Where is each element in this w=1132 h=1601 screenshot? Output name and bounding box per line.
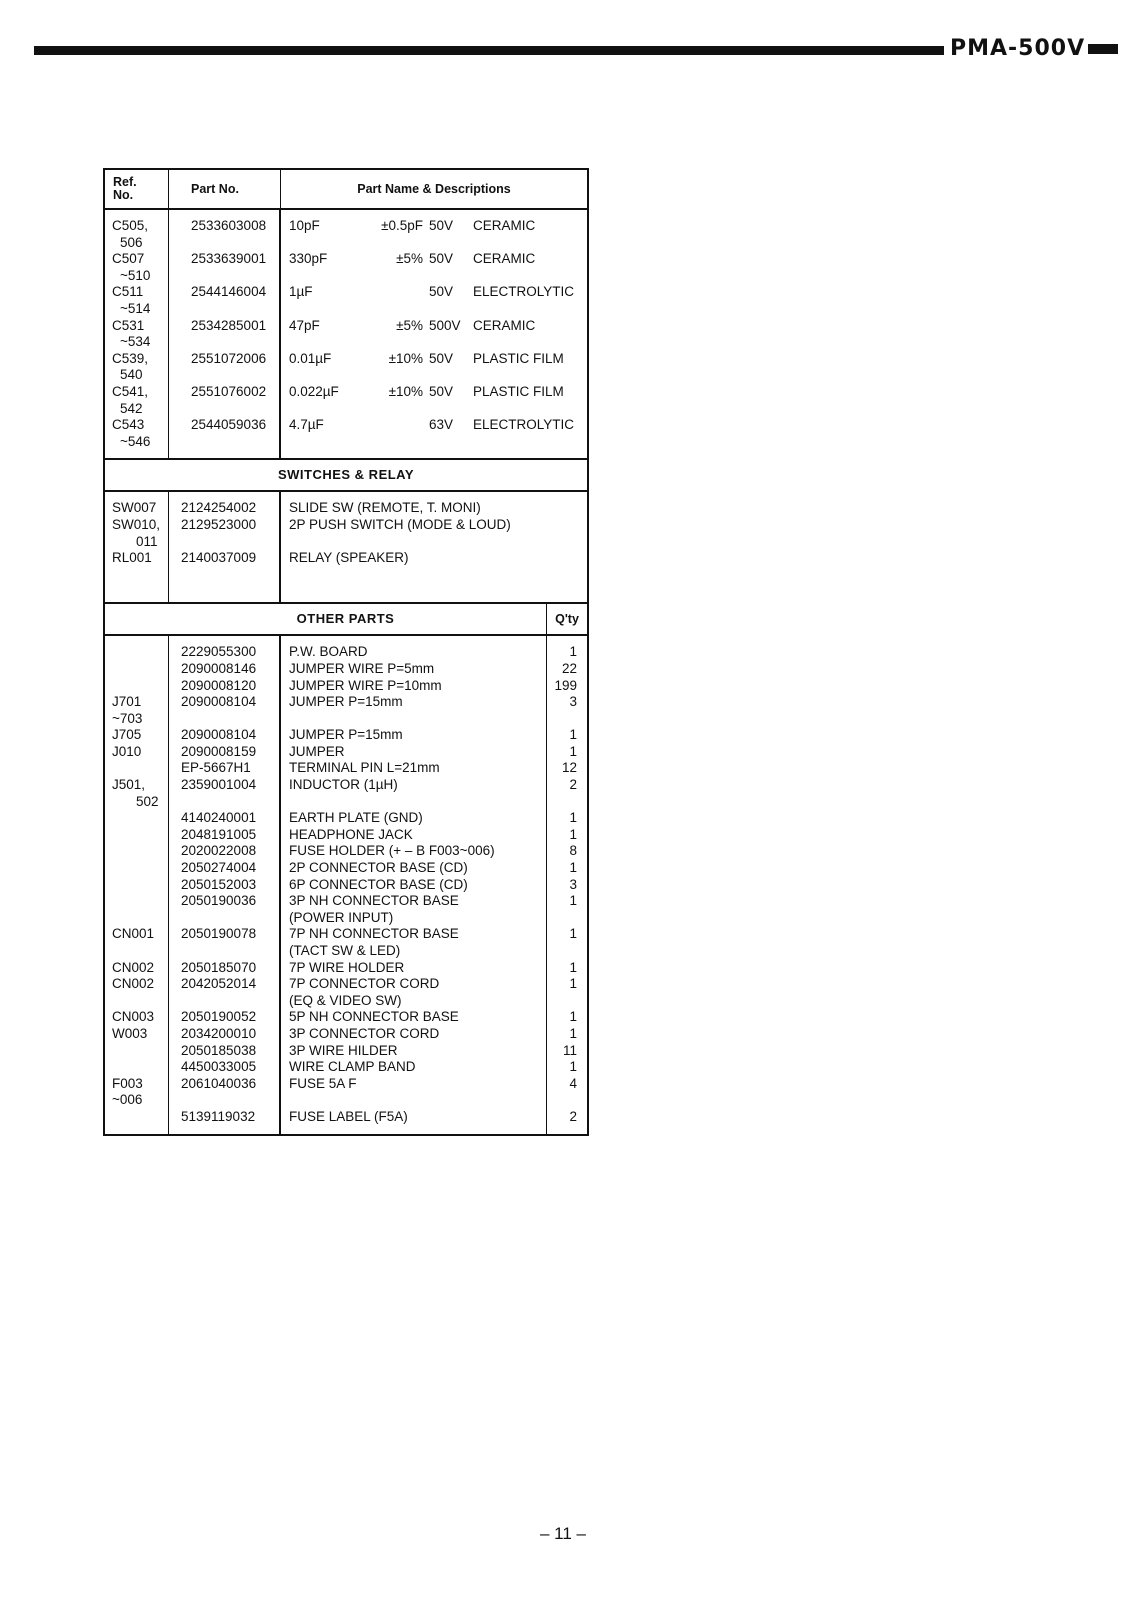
other-part-no: 2050190052 <box>181 1009 257 1025</box>
other-description: 3P WIRE HILDER <box>289 1042 398 1058</box>
other-qty: 1 <box>569 976 577 992</box>
capacitor-ref <box>112 251 168 284</box>
other-qty: 1 <box>569 926 577 942</box>
other-qty: 1 <box>569 860 577 876</box>
capacitor-value: 1µF <box>289 284 313 300</box>
other-ref-column <box>105 636 169 1133</box>
other-ref <box>112 661 168 678</box>
capacitor-value: 0.01µF <box>289 350 332 366</box>
other-description: 2P CONNECTOR BASE (CD) <box>289 860 468 876</box>
switch-part-column <box>169 492 281 602</box>
capacitor-value: 4.7µF <box>289 417 324 433</box>
other-ref: CN002 <box>112 959 155 975</box>
other-ref: F003 <box>112 1075 143 1091</box>
capacitor-ref-first: C505, <box>112 218 149 233</box>
capacitor-description <box>289 218 587 251</box>
switches-section-title: SWITCHES & RELAY <box>105 458 587 492</box>
other-part-no: 4140240001 <box>181 810 257 826</box>
other-description: 7P NH CONNECTOR BASE <box>289 926 459 942</box>
switch-ref: RL001 <box>112 550 152 566</box>
other-part-no: 2034200010 <box>181 1025 257 1041</box>
capacitor-desc-column <box>281 210 587 458</box>
capacitor-description <box>289 384 587 417</box>
other-qty: 22 <box>561 660 577 676</box>
other-description: FUSE HOLDER (+ – B F003~006) <box>289 843 495 859</box>
capacitor-voltage: 50V <box>429 350 454 366</box>
capacitor-ref-first: C541, <box>112 383 149 399</box>
other-description: 7P CONNECTOR CORD <box>289 976 440 992</box>
capacitor-type: ELECTROLYTIC <box>473 417 575 433</box>
other-description: 5P NH CONNECTOR BASE <box>289 1009 459 1025</box>
other-description: P.W. BOARD <box>289 644 368 660</box>
other-qty: 199 <box>554 677 577 693</box>
other-part-no: 2050152003 <box>181 876 257 892</box>
capacitor-type: CERAMIC <box>473 317 536 333</box>
other-qty: 3 <box>569 694 577 710</box>
other-qty: 1 <box>569 1025 577 1041</box>
capacitor-type: CERAMIC <box>473 218 536 233</box>
switches-section <box>105 492 587 602</box>
other-description: JUMPER <box>289 743 345 759</box>
ref-header-line2: No. <box>113 188 134 202</box>
other-part-no: 2090008104 <box>181 727 257 743</box>
other-ref: 502 <box>136 793 159 809</box>
other-desc-column <box>281 636 547 1133</box>
table-header <box>105 170 587 210</box>
other-description: HEADPHONE JACK <box>289 826 413 842</box>
other-description: JUMPER P=15mm <box>289 694 403 710</box>
capacitor-voltage: 50V <box>429 383 454 399</box>
capacitor-voltage: 50V <box>429 218 454 233</box>
other-part-no: 2090008159 <box>181 743 257 759</box>
capacitor-tolerance: ±10% <box>388 350 423 366</box>
other-ref <box>112 910 168 927</box>
other-ref: W003 <box>112 1025 148 1041</box>
capacitor-tolerance: ±5% <box>396 317 423 333</box>
capacitor-ref-range: ~514 <box>120 300 151 316</box>
capacitor-ref <box>112 218 168 251</box>
other-qty: 4 <box>569 1075 577 1091</box>
other-part-no <box>181 993 279 1010</box>
capacitor-part-no: 2533639001 <box>191 251 267 267</box>
other-ref: J010 <box>112 743 142 759</box>
other-part-no: 2229055300 <box>181 644 257 660</box>
other-part-no: 2359001004 <box>181 777 257 793</box>
header-rule <box>34 46 944 55</box>
part-no-header: Part No. <box>169 170 281 208</box>
other-ref <box>112 1059 168 1076</box>
capacitor-tolerance <box>361 417 429 450</box>
switch-ref: SW007 <box>112 500 157 516</box>
other-ref <box>112 760 168 777</box>
capacitor-ref-range: 506 <box>120 234 143 250</box>
capacitor-ref <box>112 384 168 417</box>
other-qty <box>547 1092 577 1109</box>
capacitor-value: 47pF <box>289 317 320 333</box>
capacitor-part-no: 2551076002 <box>191 383 267 399</box>
capacitor-ref-first: C507 <box>112 251 145 267</box>
other-ref <box>112 678 168 695</box>
capacitor-part-no: 2544059036 <box>191 417 267 433</box>
switch-description: SLIDE SW (REMOTE, T. MONI) <box>289 500 481 516</box>
capacitor-voltage: 63V <box>429 417 454 433</box>
capacitor-description <box>289 417 587 450</box>
switch-part-no: 2129523000 <box>181 516 257 532</box>
other-ref: CN002 <box>112 976 155 992</box>
capacitor-ref-range: 540 <box>120 367 143 383</box>
other-ref: J705 <box>112 727 142 743</box>
capacitor-ref-first: C539, <box>112 350 149 366</box>
other-qty: 1 <box>569 810 577 826</box>
other-parts-title: OTHER PARTS <box>105 604 547 634</box>
capacitor-type: PLASTIC FILM <box>473 383 564 399</box>
ref-no-header <box>105 170 169 208</box>
other-description: JUMPER WIRE P=5mm <box>289 660 435 676</box>
qty-header: Q'ty <box>555 612 579 627</box>
other-qty <box>547 794 577 811</box>
other-ref: ~703 <box>112 710 143 726</box>
other-ref <box>112 860 168 877</box>
capacitor-part-no: 2533603008 <box>191 218 267 233</box>
other-part-no: EP-5667H1 <box>181 760 251 776</box>
other-qty <box>547 993 577 1010</box>
other-description: TERMINAL PIN L=21mm <box>289 760 440 776</box>
switch-ref: 011 <box>136 533 158 549</box>
capacitor-value: 0.022µF <box>289 383 339 399</box>
other-description: WIRE CLAMP BAND <box>289 1059 416 1075</box>
other-qty: 2 <box>569 777 577 793</box>
other-qty: 2 <box>569 1108 577 1124</box>
other-part-no <box>181 794 279 811</box>
other-description: FUSE 5A F <box>289 1075 357 1091</box>
other-qty: 1 <box>569 743 577 759</box>
other-ref <box>112 644 168 661</box>
other-description: EARTH PLATE (GND) <box>289 810 423 826</box>
other-parts-header <box>105 602 587 636</box>
capacitor-ref-first: C531 <box>112 317 145 333</box>
other-qty: 1 <box>569 1059 577 1075</box>
capacitor-tolerance: ±0.5pF <box>381 218 423 233</box>
capacitor-ref-range: 542 <box>120 400 143 416</box>
capacitor-part-no: 2551072006 <box>191 350 267 366</box>
other-qty: 1 <box>569 893 577 909</box>
other-qty: 1 <box>569 826 577 842</box>
other-qty: 11 <box>562 1042 577 1058</box>
other-ref <box>112 843 168 860</box>
other-part-no: 5139119032 <box>181 1108 256 1124</box>
capacitor-type: ELECTROLYTIC <box>473 284 575 300</box>
ref-header-line1: Ref. <box>113 175 137 189</box>
other-ref: ~006 <box>112 1092 143 1108</box>
parts-list-table <box>103 168 589 1136</box>
capacitor-part-column <box>169 210 281 458</box>
other-ref <box>112 827 168 844</box>
other-description: (EQ & VIDEO SW) <box>289 992 402 1008</box>
switch-desc-column <box>281 492 587 602</box>
header-rule-tail <box>1088 44 1118 54</box>
other-part-no: 2061040036 <box>181 1075 257 1091</box>
other-qty: 1 <box>569 959 577 975</box>
capacitor-tolerance: ±5% <box>396 251 423 267</box>
other-part-no <box>181 943 279 960</box>
capacitor-ref-first: C543 <box>112 417 145 433</box>
model-title: PMA-500V <box>950 36 1086 61</box>
other-part-no <box>181 711 279 728</box>
other-qty: 3 <box>569 876 577 892</box>
capacitor-ref-first: C511 <box>112 284 144 300</box>
capacitor-tolerance: ±10% <box>388 383 423 399</box>
other-part-no: 2020022008 <box>181 843 257 859</box>
other-part-column <box>169 636 281 1133</box>
other-ref <box>112 877 168 894</box>
other-ref <box>112 1109 168 1126</box>
capacitor-type: PLASTIC FILM <box>473 350 564 366</box>
other-ref <box>112 993 168 1010</box>
capacitor-ref <box>112 284 168 317</box>
other-description <box>289 1092 546 1109</box>
capacitor-ref-range: ~534 <box>120 334 151 350</box>
capacitor-ref-column <box>105 210 169 458</box>
capacitor-description <box>289 351 587 384</box>
capacitor-description <box>289 251 587 284</box>
capacitor-description <box>289 318 587 351</box>
other-description: (TACT SW & LED) <box>289 943 401 958</box>
other-qty: 1 <box>569 644 577 660</box>
other-ref <box>112 943 168 960</box>
other-ref: J501, <box>112 777 146 793</box>
other-parts-section <box>105 636 587 1133</box>
other-qty: 1 <box>569 1009 577 1025</box>
other-qty-column <box>547 636 587 1133</box>
other-description <box>289 711 546 728</box>
other-description: 3P CONNECTOR CORD <box>289 1025 440 1041</box>
other-ref: CN001 <box>112 926 155 942</box>
other-description <box>289 794 546 811</box>
switch-part-no: 2124254002 <box>181 500 257 516</box>
capacitor-ref <box>112 318 168 351</box>
capacitor-description <box>289 284 587 317</box>
other-part-no: 2050274004 <box>181 860 257 876</box>
other-ref: J701 <box>112 694 142 710</box>
other-part-no <box>181 1092 279 1109</box>
switch-description: 2P PUSH SWITCH (MODE & LOUD) <box>289 516 511 532</box>
other-description: 3P NH CONNECTOR BASE <box>289 893 459 909</box>
other-part-no: 2050185070 <box>181 959 257 975</box>
capacitor-ref <box>112 417 168 450</box>
capacitor-tolerance <box>361 284 429 317</box>
switch-ref: SW010, <box>112 516 161 532</box>
other-qty: 8 <box>569 843 577 859</box>
other-part-no <box>181 910 279 927</box>
other-part-no: 2050190036 <box>181 893 257 909</box>
other-part-no: 2048191005 <box>181 826 257 842</box>
other-qty: 1 <box>569 727 577 743</box>
other-description: JUMPER P=15mm <box>289 727 403 743</box>
other-part-no: 4450033005 <box>181 1059 257 1075</box>
other-part-no: 2090008146 <box>181 660 257 676</box>
capacitor-part-no: 2534285001 <box>191 317 267 333</box>
capacitor-voltage: 50V <box>429 251 454 267</box>
capacitor-section <box>105 210 587 458</box>
capacitor-part-no: 2544146004 <box>191 284 267 300</box>
other-description: 7P WIRE HOLDER <box>289 959 405 975</box>
other-part-no: 2090008120 <box>181 677 257 693</box>
capacitor-voltage: 500V <box>429 317 461 333</box>
switch-part-no: 2140037009 <box>181 550 257 566</box>
other-description: 6P CONNECTOR BASE (CD) <box>289 876 468 892</box>
other-description: (POWER INPUT) <box>289 909 394 925</box>
capacitor-ref <box>112 351 168 384</box>
other-ref <box>112 810 168 827</box>
other-description: JUMPER WIRE P=10mm <box>289 677 442 693</box>
other-ref <box>112 1043 168 1060</box>
other-qty <box>547 943 577 960</box>
page-number: – 11 – <box>540 1524 587 1543</box>
capacitor-ref-range: ~510 <box>120 267 151 283</box>
switch-ref-column <box>105 492 169 602</box>
other-qty: 12 <box>561 760 577 776</box>
other-description: INDUCTOR (1µH) <box>289 777 398 793</box>
other-part-no: 2050185038 <box>181 1042 257 1058</box>
other-part-no: 2090008104 <box>181 694 257 710</box>
capacitor-value: 330pF <box>289 251 328 267</box>
other-ref: CN003 <box>112 1009 155 1025</box>
switch-description <box>289 534 587 551</box>
capacitor-value: 10pF <box>289 218 320 233</box>
switch-part-no <box>181 534 279 551</box>
other-part-no: 2050190078 <box>181 926 257 942</box>
other-part-no: 2042052014 <box>181 976 257 992</box>
other-description: FUSE LABEL (F5A) <box>289 1108 408 1124</box>
description-header: Part Name & Descriptions <box>357 181 511 196</box>
other-ref <box>112 893 168 910</box>
capacitor-voltage: 50V <box>429 284 454 300</box>
other-qty <box>547 711 577 728</box>
other-qty <box>547 910 577 927</box>
switch-description: RELAY (SPEAKER) <box>289 550 409 566</box>
capacitor-ref-range: ~546 <box>120 433 151 449</box>
capacitor-type: CERAMIC <box>473 251 536 267</box>
